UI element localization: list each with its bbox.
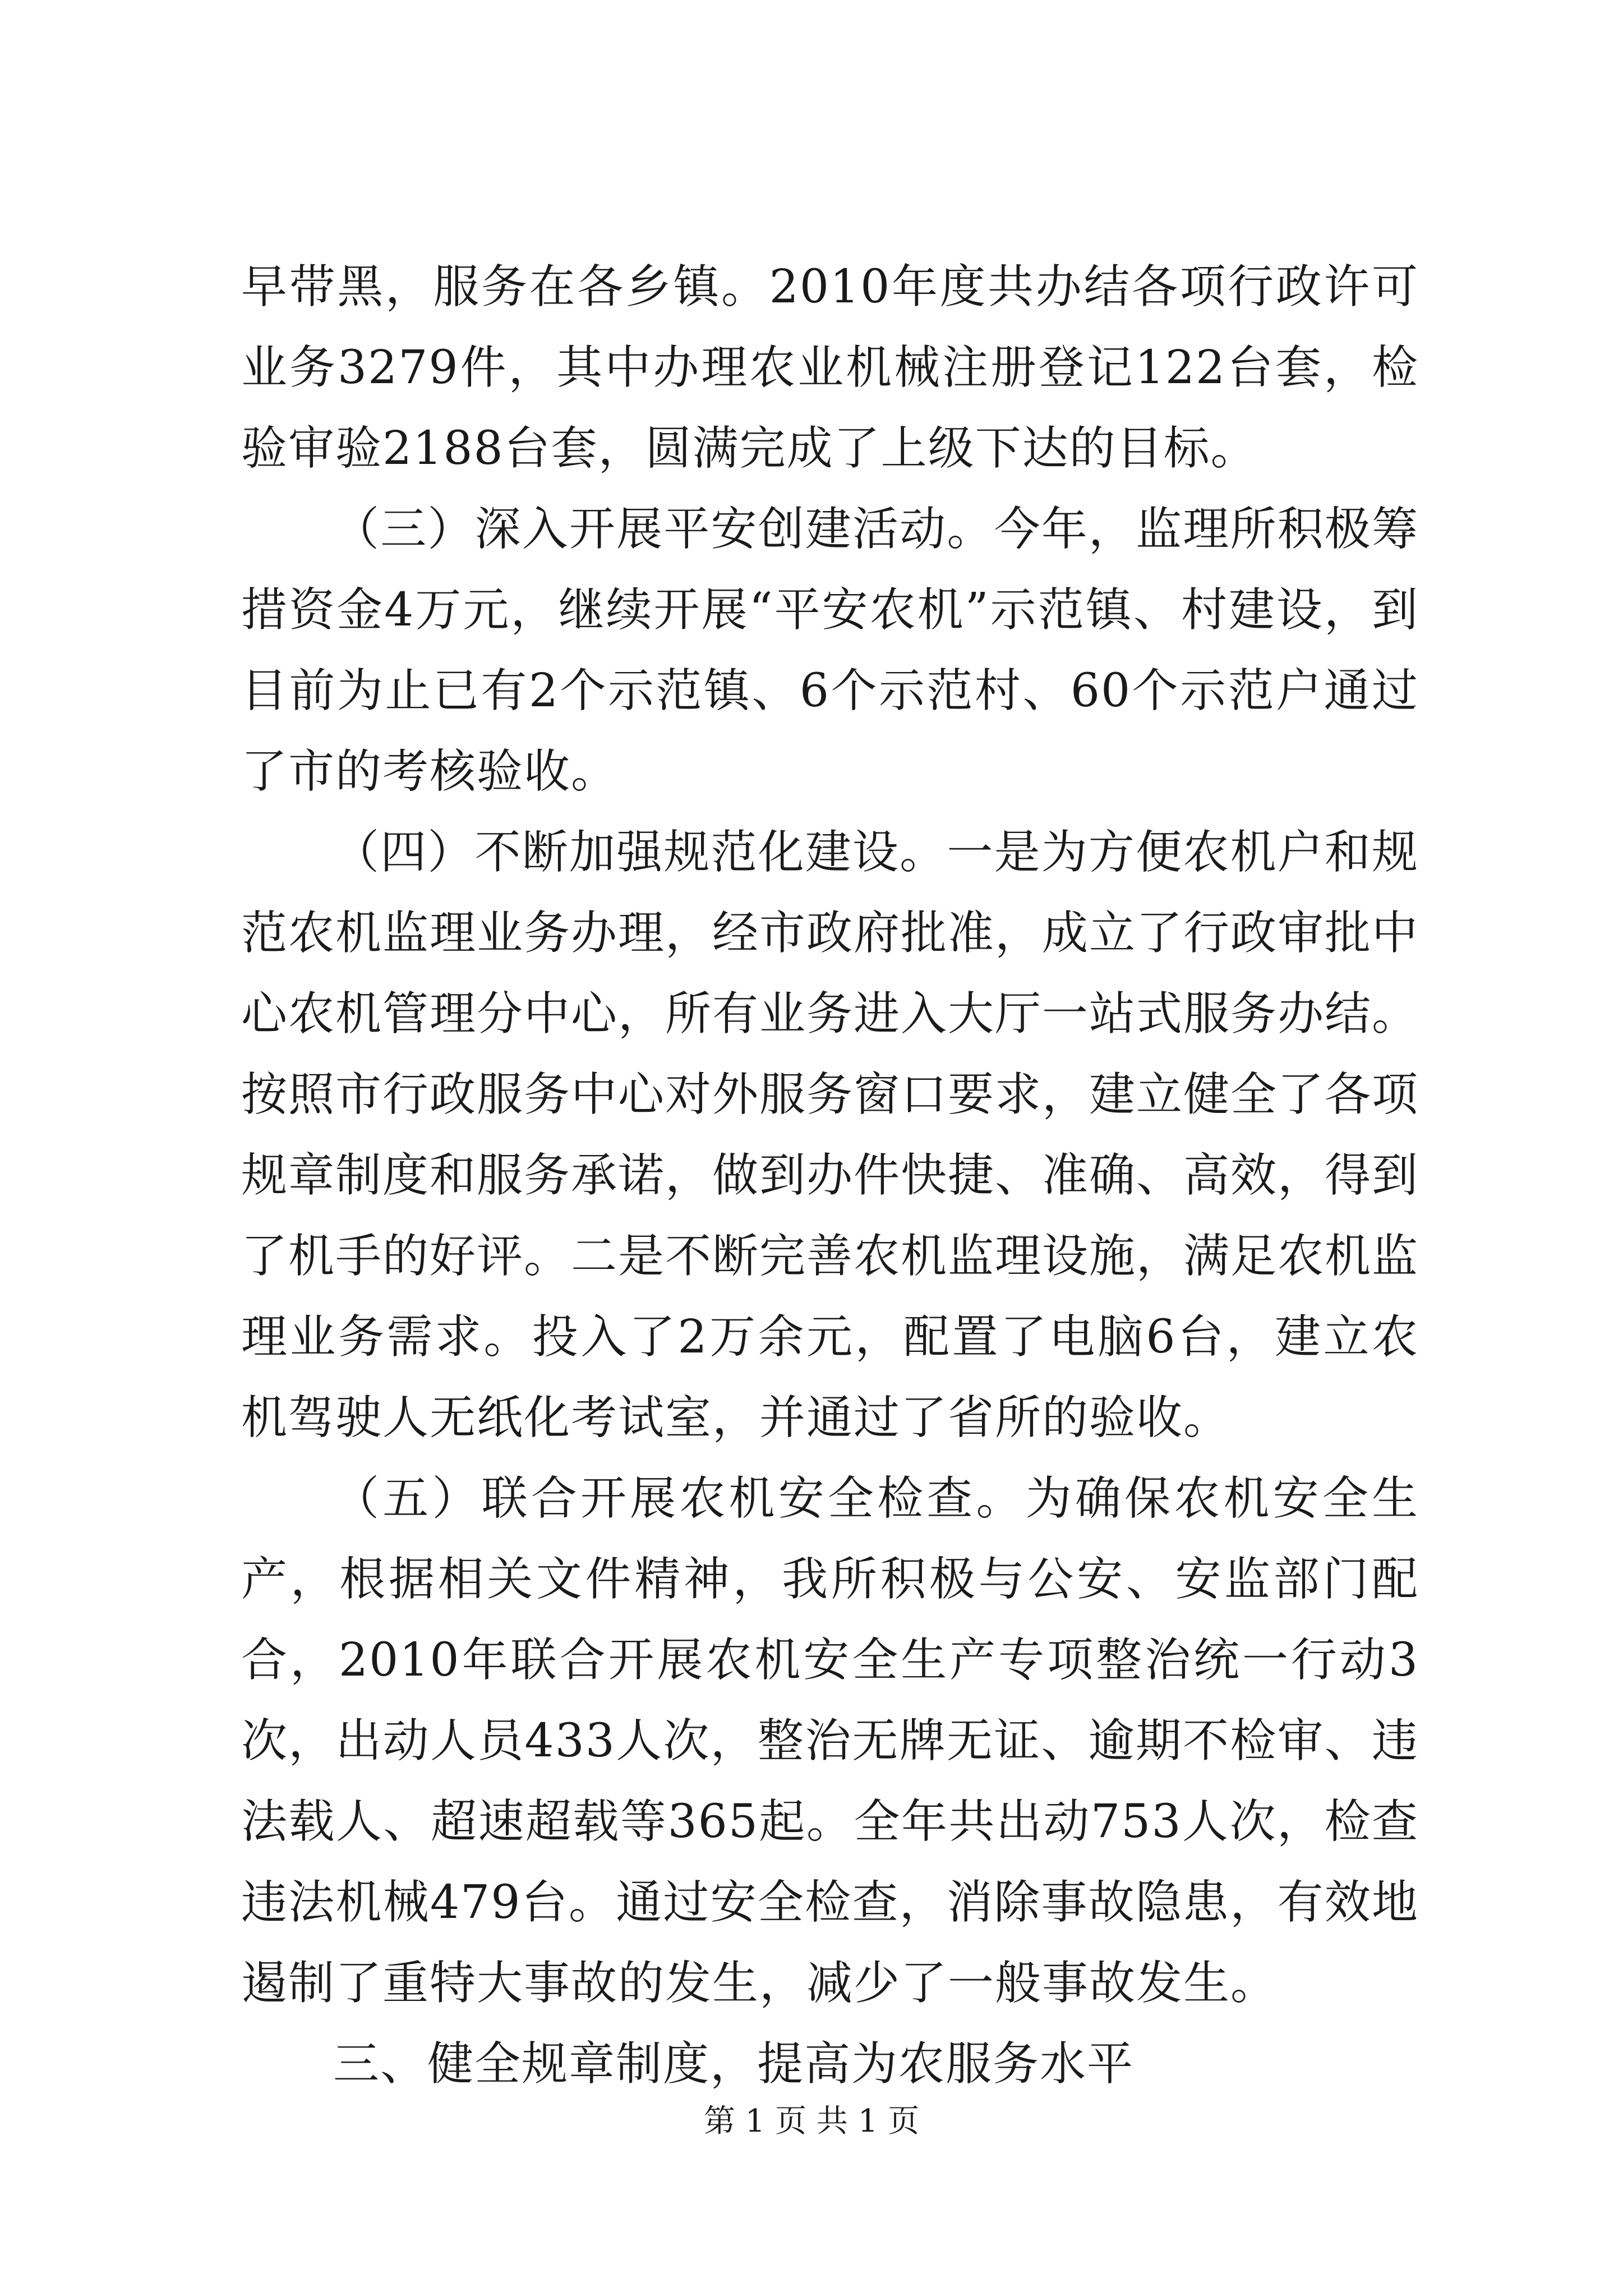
section-heading-three: 三、健全规章制度，提高为农服务水平 — [333, 2037, 1135, 2091]
page-footer: 第 1 页 共 1 页 — [703, 2103, 920, 2139]
paragraph-continuation: 早带黑，服务在各乡镇。2010年度共办结各项行政许可业务3279件，其中办理农业机械注册登记122台套，检验审验2188台套，圆满完成了上级下达的目标。 — [241, 260, 1419, 475]
document-body — [241, 247, 1419, 2105]
paragraph-safety-inspection: （五）联合开展农机安全检查。为确保农机安全生产，根据相关文件精神，我所积极与公安、安监部门配合，2010年联合开展农机安全生产专项整治统一行动3次，出动人员433人次，整治无牌无证、逾期不检审、违法载人、超速超载等365起。全年共出动753人次，检查违法机械479台。通过安全检查，消除事故隐患，有效地遏制了重特大事故的发生，减少了一般事故发生。 — [241, 1472, 1419, 2010]
paragraph-standardization: （四）不断加强规范化建设。一是为方便农机户和规范农机监理业务办理，经市政府批准，成立了行政审批中心农机管理分中心，所有业务进入大厅一站式服务办结。按照市行政服务中心对外服务窗口要求，建立健全了各项规章制度和服务承诺，做到办件快捷、准确、高效，得到了机手的好评。二是不断完善农机监理设施，满足农机监理业务需求。投入了2万余元，配置了电脑6台，建立农机驾驶人无纸化考试室，并通过了省所的验收。 — [241, 826, 1419, 1444]
paragraph-safety-campaign: （三）深入开展平安创建活动。今年，监理所积极筹措资金4万元，继续开展“平安农机”示范镇、村建设，到目前为止已有2个示范镇、6个示范村、60个示范户通过了市的考核验收。 — [241, 503, 1419, 798]
